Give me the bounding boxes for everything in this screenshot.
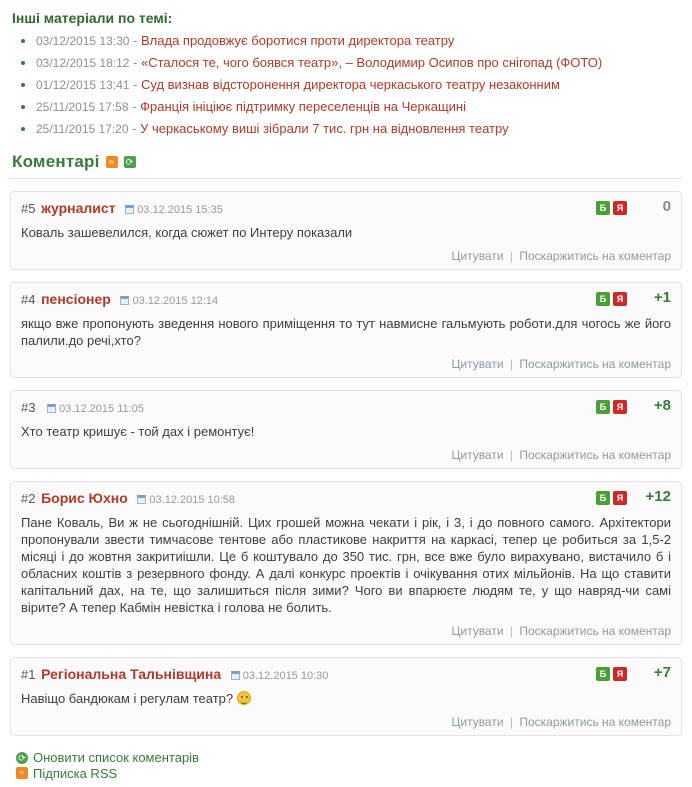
action-separator: | (509, 249, 514, 263)
dash-separator: - (133, 55, 141, 70)
smiley-icon (237, 691, 251, 705)
action-separator: | (509, 448, 514, 462)
comment-actions (21, 624, 671, 638)
comment-number: #1 (21, 667, 36, 682)
comment-date: 03.12.2015 12:14 (120, 295, 218, 307)
comment-meta (21, 291, 596, 309)
comment-score: +1 (653, 289, 671, 306)
comment-score: 0 (662, 198, 671, 215)
comment-date: 03.12.2015 10:30 (231, 670, 329, 682)
complain-link[interactable]: Поскаржитись на коментар (519, 624, 671, 638)
comment-item (10, 657, 682, 736)
quote-link[interactable]: Цитувати (451, 357, 504, 371)
comment-share-tools (596, 292, 627, 306)
related-item-link[interactable]: У черкаському виші зібрали 7 тис. грн на відновлення театру (140, 121, 509, 136)
comment-number: #4 (21, 292, 36, 307)
comment-share-tools (596, 667, 627, 681)
comment-meta (21, 666, 596, 684)
comment-actions (21, 357, 671, 371)
share-button-green[interactable]: Б (596, 292, 610, 306)
calendar-icon (125, 205, 134, 214)
comment-date: 03.12.2015 11:05 (47, 403, 144, 415)
comment-author: пенсіонер (41, 291, 111, 307)
comment-meta (21, 490, 596, 508)
related-item-date: 03/12/2015 18:12 (36, 56, 130, 70)
related-item-link[interactable]: Суд визнав відсторонення директора черкаського театру незаконним (141, 77, 560, 92)
comment-text-content: Навіщо бандюкам і регулам театр? (21, 691, 234, 706)
comment-meta (21, 399, 596, 417)
complain-link[interactable]: Поскаржитись на коментар (519, 357, 671, 371)
rss-icon[interactable]: ≈ (16, 767, 28, 779)
comment-text: якщо вже пропонують зведення нового приміщення то тут навмисне гальмують роботи.для чогось же його палили.до речі,хто? (21, 316, 671, 348)
quote-link[interactable]: Цитувати (451, 715, 504, 729)
comment-header (21, 666, 671, 684)
comment-share-tools (596, 201, 627, 215)
related-item-date: 01/12/2015 13:41 (36, 78, 130, 92)
comment-header (21, 200, 671, 218)
comment-date: 03.12.2015 15:35 (125, 204, 223, 216)
quote-link[interactable]: Цитувати (451, 624, 504, 638)
dash-separator: - (133, 77, 141, 92)
comment-text (21, 690, 671, 707)
comment-number: #5 (21, 201, 36, 216)
comment-text: Хто театр кришує - той дах і ремонтує! (21, 424, 255, 439)
share-button-red[interactable]: Я (613, 292, 627, 306)
comment-header (21, 399, 671, 417)
list-item (36, 54, 682, 72)
comment-score: +8 (653, 397, 671, 414)
comment-text: Коваль зашевелился, когда сюжет по Интеру показали (21, 225, 353, 240)
list-item (36, 98, 682, 116)
share-button-green[interactable]: Б (596, 667, 610, 681)
comment-item (10, 191, 682, 270)
refresh-icon[interactable]: ⟳ (124, 156, 136, 168)
related-materials-list (10, 32, 682, 138)
comment-share-tools (596, 491, 627, 505)
rss-subscribe-row (16, 765, 682, 781)
share-button-green[interactable]: Б (596, 400, 610, 414)
comment-actions (21, 249, 671, 263)
related-item-date: 03/12/2015 13:30 (36, 34, 130, 48)
action-separator: | (509, 357, 514, 371)
comment-author: журналист (41, 200, 116, 216)
comment-date: 03.12.2015 10:58 (137, 494, 235, 506)
comment-item (10, 481, 682, 645)
comment-number: #2 (21, 491, 36, 506)
comment-header (21, 291, 671, 309)
list-item (36, 120, 682, 138)
list-item (36, 76, 682, 94)
dash-separator: - (133, 33, 141, 48)
share-button-red[interactable]: Я (613, 201, 627, 215)
comment-score: +12 (645, 488, 671, 505)
complain-link[interactable]: Поскаржитись на коментар (519, 448, 671, 462)
list-item (36, 32, 682, 50)
refresh-comments-link[interactable]: Оновити список коментарів (33, 750, 199, 765)
share-button-red[interactable]: Я (613, 400, 627, 414)
related-materials-title: Інші матеріали по темі: (12, 10, 173, 26)
comment-meta (21, 200, 596, 218)
dash-separator: - (132, 121, 141, 136)
related-item-date: 25/11/2015 17:58 (36, 100, 129, 114)
related-item-link[interactable]: «Сталося те, чого боявся театр», – Володимир Осипов про снігопад (ФОТО) (141, 55, 603, 70)
calendar-icon (120, 296, 129, 305)
related-item-link[interactable]: Влада продовжує боротися проти директора театру (141, 33, 455, 48)
rss-icon[interactable]: ≈ (106, 156, 118, 168)
calendar-icon (137, 495, 146, 504)
comment-actions (21, 715, 671, 729)
comment-number: #3 (21, 400, 36, 415)
action-separator: | (509, 624, 514, 638)
complain-link[interactable]: Поскаржитись на коментар (519, 249, 671, 263)
comment-item (10, 390, 682, 469)
related-item-link[interactable]: Франція ініціює підтримку переселенців на Черкащині (140, 99, 466, 114)
comment-actions (21, 448, 671, 462)
related-item-date: 25/11/2015 17:20 (36, 122, 129, 136)
calendar-icon (231, 671, 240, 680)
comments-footer (10, 748, 682, 787)
share-button-red[interactable]: Я (613, 667, 627, 681)
quote-link[interactable]: Цитувати (451, 249, 504, 263)
comment-header (21, 490, 671, 508)
quote-link[interactable]: Цитувати (451, 448, 504, 462)
comment-author: Регіональна Тальнівщина (41, 666, 222, 682)
calendar-icon (47, 404, 56, 413)
comment-text: Пане Коваль, Ви ж не сьогоднішній. Цих грошей можна чекати і рік, і 3, і до повного самого. Архітектори пропонували звести тимчасове тентове або пластикове накриття на каркасі, тепер це робиться за 1,5-2 місяці і до жовтня закритиішли. Це б коштувало до 350 тис. грн, все вже було вирахувано, вистачило б і обласних коштів з резервного фонду. А далі конкурс проектів і очікування отих мільйонів. На що ставити капітальний дах, на те, що залишиться після зими? Чого ви впарюєте людям те, у що навряд-чи самі вірите? А тепер Кабмін невістка і голова не болить. (21, 515, 671, 615)
action-separator: | (509, 715, 514, 729)
comments-header (10, 148, 682, 179)
comment-author: Борис Юхно (41, 490, 128, 506)
dash-separator: - (132, 99, 141, 114)
share-button-green[interactable]: Б (596, 201, 610, 215)
comment-item (10, 282, 682, 378)
complain-link[interactable]: Поскаржитись на коментар (519, 715, 671, 729)
refresh-comments-row (16, 750, 682, 765)
comment-share-tools (596, 400, 627, 414)
share-button-green[interactable]: Б (596, 491, 610, 505)
rss-subscribe-link[interactable]: Підписка RSS (33, 765, 118, 781)
comments-title: Коментарі (12, 152, 100, 171)
share-button-red[interactable]: Я (613, 491, 627, 505)
comment-score: +7 (653, 664, 671, 681)
refresh-icon[interactable]: ⟳ (16, 752, 28, 764)
